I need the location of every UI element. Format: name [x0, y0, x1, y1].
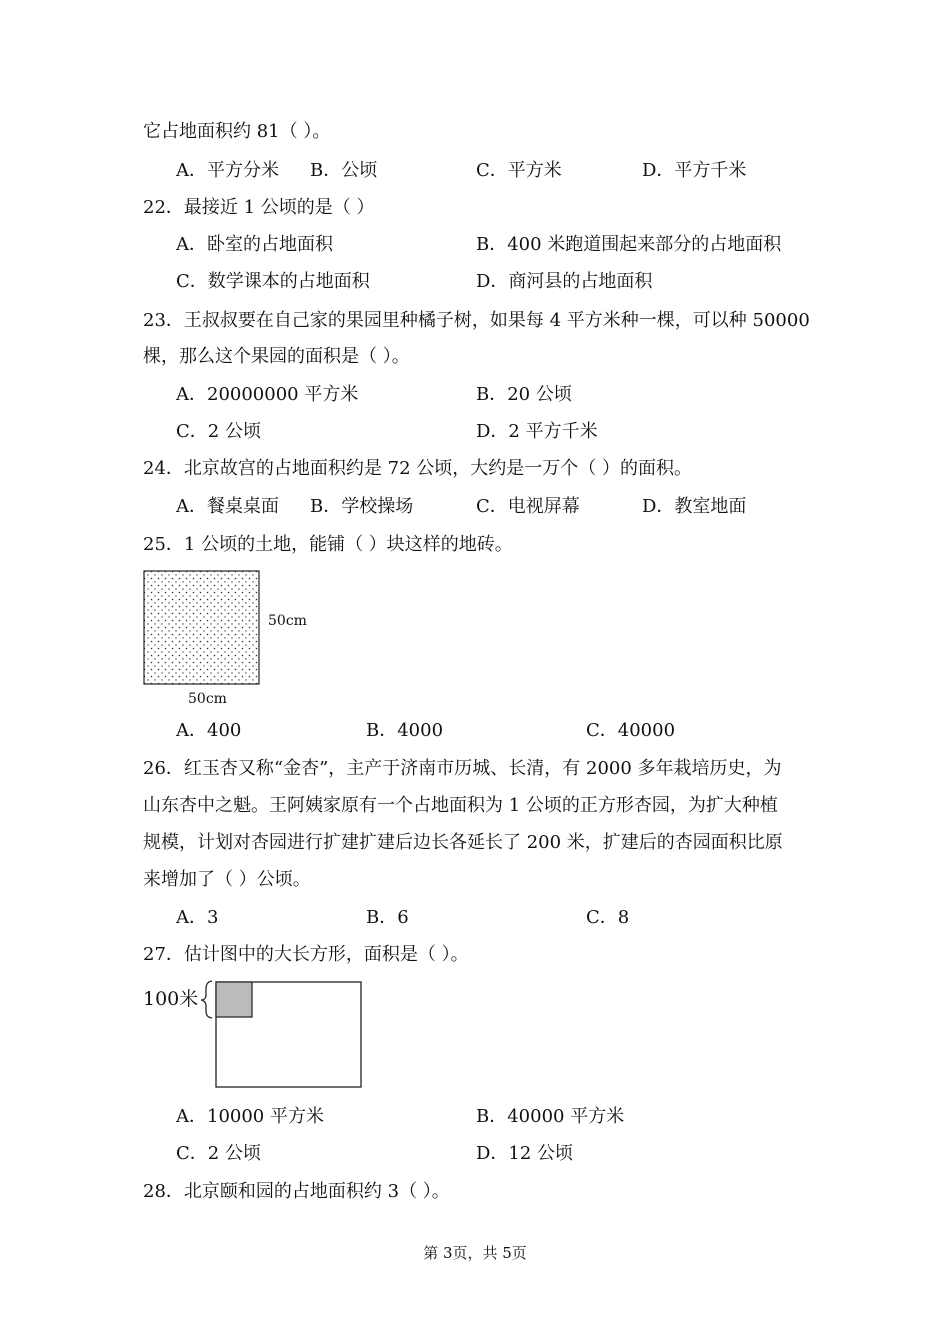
- q21-option-b: B．公顷: [310, 160, 378, 181]
- q25-option-b: B．4000: [366, 720, 444, 741]
- q23-option-c: C．2 公顷: [176, 421, 261, 442]
- q27-stem: 27．估计图中的大长方形，面积是（ ）。: [143, 944, 469, 965]
- q26-line2: 山东杏中之魁。王阿姨家原有一个占地面积为 1 公顷的正方形杏园，为扩大种植: [143, 795, 778, 816]
- q24-option-a: A．餐桌桌面: [176, 496, 279, 517]
- large-rectangle-figure: [198, 978, 366, 1090]
- q21-option-d: D．平方千米: [642, 160, 747, 181]
- q24-option-d: D．教室地面: [642, 496, 747, 517]
- q26-line3: 规模，计划对杏园进行扩建扩建后边长各延长了 200 米，扩建后的杏园面积比原: [143, 832, 783, 853]
- q23-stem-line2: 棵，那么这个果园的面积是（ ）。: [143, 346, 410, 367]
- q28-stem: 28．北京颐和园的占地面积约 3（ ）。: [143, 1181, 450, 1202]
- q25-option-a: A．400: [176, 720, 242, 741]
- q23-option-b: B．20 公顷: [476, 384, 572, 405]
- q25-option-c: C．40000: [586, 720, 676, 741]
- q22-option-b: B．400 米跑道围起来部分的占地面积: [476, 234, 782, 255]
- q24-option-c: C．电视屏幕: [476, 496, 580, 517]
- q26-option-b: B．6: [366, 907, 409, 928]
- tile-side-label: 50cm: [268, 613, 307, 629]
- q27-option-d: D．12 公顷: [476, 1143, 574, 1164]
- q22-stem: 22．最接近 1 公顷的是（ ）: [143, 197, 375, 218]
- hundred-meter-label: 100米: [143, 988, 199, 1010]
- q26-line1: 26．红玉杏又称“金杏”，主产于济南市历城、长清，有 2000 多年栽培历史，为: [143, 758, 782, 779]
- floor-tile-figure: [143, 570, 261, 686]
- q27-option-b: B．40000 平方米: [476, 1106, 625, 1127]
- q21-option-c: C．平方米: [476, 160, 562, 181]
- q21-stem-end: 它占地面积约 81（ ）。: [143, 121, 331, 142]
- q23-option-d: D．2 平方千米: [476, 421, 598, 442]
- q26-option-c: C．8: [586, 907, 630, 928]
- page-footer: 第 3页，共 5页: [423, 1244, 527, 1262]
- q22-option-c: C．数学课本的占地面积: [176, 271, 370, 292]
- q24-option-b: B．学校操场: [310, 496, 414, 517]
- q21-option-a: A．平方分米: [176, 160, 279, 181]
- q27-option-a: A．10000 平方米: [176, 1106, 324, 1127]
- q23-stem-line1: 23．王叔叔要在自己家的果园里种橘子树，如果每 4 平方米种一棵，可以种 50000: [143, 310, 810, 331]
- q26-option-a: A．3: [176, 907, 219, 928]
- tile-bottom-label: 50cm: [188, 691, 227, 707]
- q23-option-a: A．20000000 平方米: [176, 384, 359, 405]
- q22-option-d: D．商河县的占地面积: [476, 271, 653, 292]
- q27-option-c: C．2 公顷: [176, 1143, 261, 1164]
- q22-option-a: A．卧室的占地面积: [176, 234, 333, 255]
- q24-stem: 24．北京故宫的占地面积约是 72 公顷，大约是一万个（ ）的面积。: [143, 458, 692, 479]
- q26-line4: 来增加了（ ）公顷。: [143, 869, 311, 890]
- q25-stem: 25．1 公顷的土地，能铺（ ）块这样的地砖。: [143, 534, 513, 555]
